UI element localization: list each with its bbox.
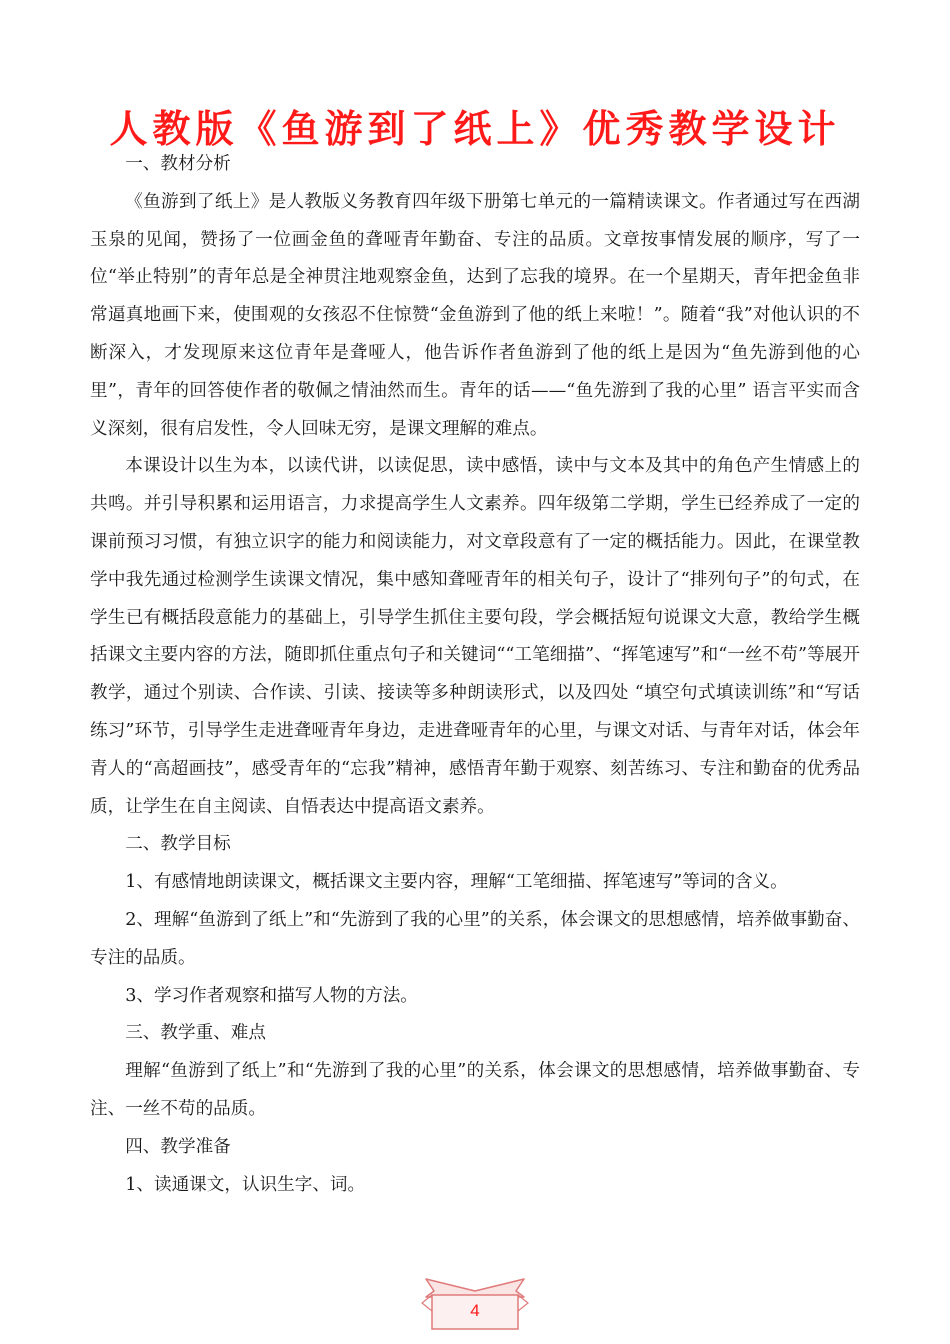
objective-item-2: 2、理解“鱼游到了纸上”和“先游到了我的心里”的关系，体会课文的思想感情，培养做事勤奋、专注的品质。 — [90, 909, 860, 968]
paragraph-design-rationale: 本课设计以生为本，以读代讲，以读促思，读中感悟，读中与文本及其中的角色产生情感上的共鸣。并引导积累和运用语言，力求提高学生人文素养。四年级第二学期，学生已经养成了一定的课前预习习惯，有独立识字的能力和阅读能力，对文章段意有了一定的概括能力。因此，在课堂教学中我先通过检测学生读课文情况，集中感知聋哑青年的相关句子，设计了“排列句子”的句式，在学生已有概括段意能力的基础上，引导学生抓住主要句段，学会概括短句说课文大意，教给学生概括课文主要内容的方法，随即抓住重点句子和关键词““工笔细描”、“挥笔速写”和“一丝不苟”等展开教学，通过个别读、合作读、引读、接读等多种朗读形式，以及四处 “填空句式填读训练”和“写话练习”环节，引导学生走进聋哑青年身边，走进聋哑青年的心里，与课文对话、与青年对话，体会年青人的“高超画技”，感受青年的“忘我”精神，感悟青年勤于观察、刻苦练习、专注和勤奋的优秀品质，让学生在自主阅读、自悟表达中提高语文素养。 — [90, 456, 860, 817]
page-number: 4 — [470, 1301, 480, 1320]
paragraph-materials-analysis: 《鱼游到了纸上》是人教版义务教育四年级下册第七单元的一篇精读课文。作者通过写在西湖玉泉的见闻，赞扬了一位画金鱼的聋哑青年勤奋、专注的品质。文章按事情发展的顺序，写了一位“举止特别”的青年总是全神贯注地观察金鱼，达到了忘我的境界。在一个星期天，青年把金鱼非常逼真地画下来，使围观的女孩忍不住惊赞“金鱼游到了他的纸上来啦！”。随着“我”对他认识的不断深入，才发现原来这位青年是聋哑人，他告诉作者鱼游到了他的纸上是因为“鱼先游到他的心里”，青年的回答使作者的敬佩之情油然而生。青年的话——“鱼先游到了我的心里” 语言平实而含义深刻，很有启发性，令人回味无穷，是课文理解的难点。 — [90, 191, 860, 439]
section-heading-key-points: 三、教学重、难点 — [125, 1023, 266, 1044]
page-number-badge — [418, 1275, 532, 1333]
section-heading-objectives: 二、教学目标 — [125, 834, 231, 855]
paragraph-key-points: 理解“鱼游到了纸上”和“先游到了我的心里”的关系，体会课文的思想感情，培养做事勤奋、专注、一丝不苟的品质。 — [90, 1061, 860, 1119]
section-heading-materials: 一、教材分析 — [125, 154, 231, 174]
objective-item-1: 1、有感情地朗读课文，概括课文主要内容，理解“工笔细描、挥笔速写”等词的含义。 — [125, 872, 788, 893]
preparation-item-1: 1、读通课文，认识生字、词。 — [125, 1174, 366, 1195]
document-title: 人教版《鱼游到了纸上》优秀教学设计 — [109, 107, 841, 151]
objective-item-3: 3、学习作者观察和描写人物的方法。 — [125, 985, 418, 1006]
document-body — [90, 146, 860, 1204]
section-heading-preparation: 四、教学准备 — [125, 1136, 231, 1157]
